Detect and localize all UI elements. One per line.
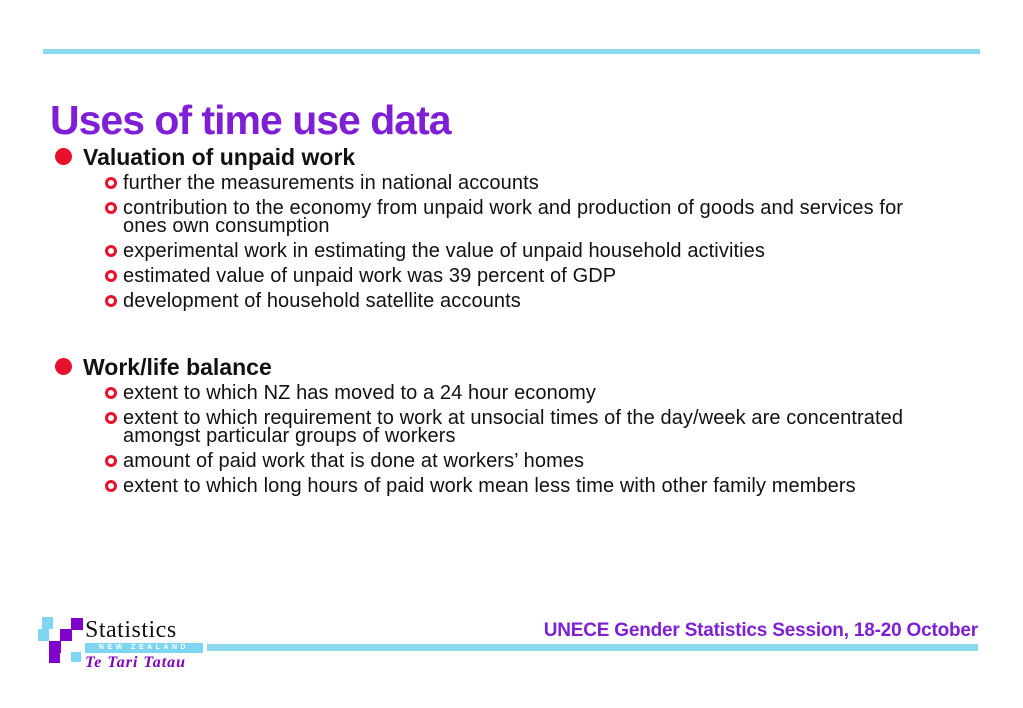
- bullet-text: estimated value of unpaid work was 39 percent of GDP: [123, 265, 617, 287]
- bullet-ring-icon: [105, 387, 117, 399]
- section-heading: Work/life balance: [83, 354, 272, 380]
- bullet-text: extent to which NZ has moved to a 24 hour economy: [123, 382, 596, 404]
- bullet-text: development of household satellite accounts: [123, 290, 521, 312]
- bullet-ring-icon: [105, 202, 117, 214]
- bullet-text: extent to which long hours of paid work mean less time with other family members: [123, 475, 856, 497]
- bullet-ring-icon: [105, 455, 117, 467]
- list-item: [105, 199, 993, 235]
- session-caption: UNECE Gender Statistics Session, 18-20 October: [543, 620, 978, 641]
- list-item: [105, 242, 993, 260]
- bullet-text: contribution to the economy from unpaid work and production of goods and services for ones own consumption: [123, 197, 904, 237]
- bullet-text: amount of paid work that is done at workers’ homes: [123, 450, 585, 472]
- top-divider-rule: [43, 49, 980, 54]
- list-item: [105, 267, 993, 285]
- bullet-ring-icon: [105, 412, 117, 424]
- list-item: [105, 174, 993, 192]
- section-valuation-of-unpaid-work: [43, 144, 993, 317]
- bullet-disc-icon: [55, 148, 72, 165]
- page-title: Uses of time use data: [50, 97, 451, 144]
- list-item: [105, 409, 993, 445]
- statistics-nz-logo: [85, 618, 203, 671]
- bullet-ring-icon: [105, 245, 117, 257]
- bullet-ring-icon: [105, 480, 117, 492]
- footer-divider-rule: [207, 644, 978, 651]
- bullet-list: [43, 384, 993, 495]
- bullet-disc-icon: [55, 358, 72, 375]
- logo-band-text: NEW ZEALAND: [98, 644, 190, 651]
- logo-maori-text: Te Tari Tatau: [85, 654, 187, 671]
- bullet-text: further the measurements in national accounts: [123, 172, 539, 194]
- bullet-ring-icon: [105, 270, 117, 282]
- list-item: [105, 292, 993, 310]
- bullet-list: [43, 174, 993, 310]
- bullet-text: extent to which requirement to work at unsocial times of the day/week are concentrated amongst particular groups of workers: [123, 407, 904, 447]
- bullet-ring-icon: [105, 177, 117, 189]
- section-heading-row: [43, 144, 993, 170]
- list-item: [105, 452, 993, 470]
- logo-wordmark: Statistics: [85, 617, 177, 643]
- list-item: [105, 384, 993, 402]
- bullet-ring-icon: [105, 295, 117, 307]
- list-item: [105, 477, 993, 495]
- section-work-life-balance: [43, 354, 993, 502]
- bullet-text: experimental work in estimating the value of unpaid household activities: [123, 240, 766, 262]
- section-heading: Valuation of unpaid work: [83, 144, 356, 170]
- logo-band: [85, 643, 203, 653]
- statistics-nz-fern-icon: [38, 616, 84, 664]
- section-heading-row: [43, 354, 993, 380]
